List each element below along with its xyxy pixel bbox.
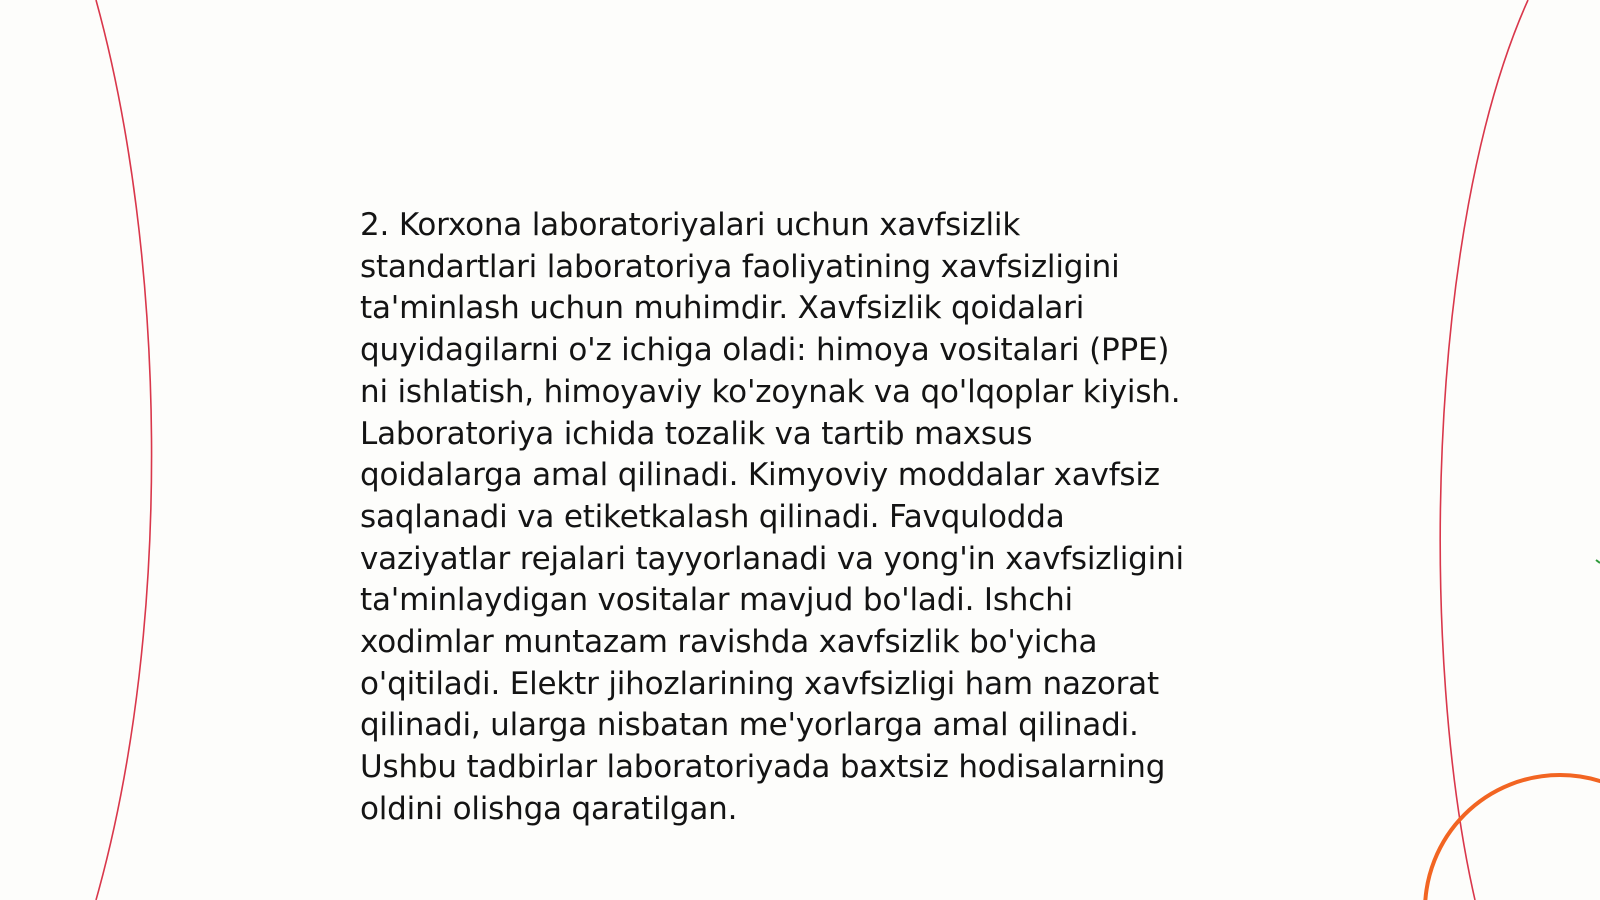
green-tick-mark bbox=[1596, 560, 1600, 563]
orange-arc bbox=[1425, 775, 1600, 900]
left-curve-line bbox=[96, 0, 152, 900]
slide-body-text: 2. Korxona laboratoriyalari uchun xavfsizlik standartlari laboratoriya faoliyatining xavfsizligini ta'minlash uchun muhimdir. Xavfsizlik qoidalari quyidagilarni o'z ichiga oladi: himoya vositalari (PPE) ni ishlatish, himoyaviy ko'zoynak va qo'lqoplar kiyish. Laboratoriya ichida tozalik va tartib maxsus qoidalarga amal qilinadi. Kimyoviy moddalar xavfsiz saqlanadi va etiketkalash qilinadi. Favqulodda vaziyatlar rejalari tayyorlanadi va yong'in xavfsizligini ta'minlaydigan vositalar mavjud bo'ladi. Ishchi xodimlar muntazam ravishda xavfsizlik bo'yicha o'qitiladi. Elektr jihozlarining xavfsizligi ham nazorat qilinadi, ularga nisbatan me'yorlarga amal qilinadi. Ushbu tadbirlar laboratoriyada baxtsiz hodisalarning oldini olishga qaratilgan. bbox=[360, 207, 1184, 827]
right-curve-line bbox=[1440, 0, 1528, 900]
